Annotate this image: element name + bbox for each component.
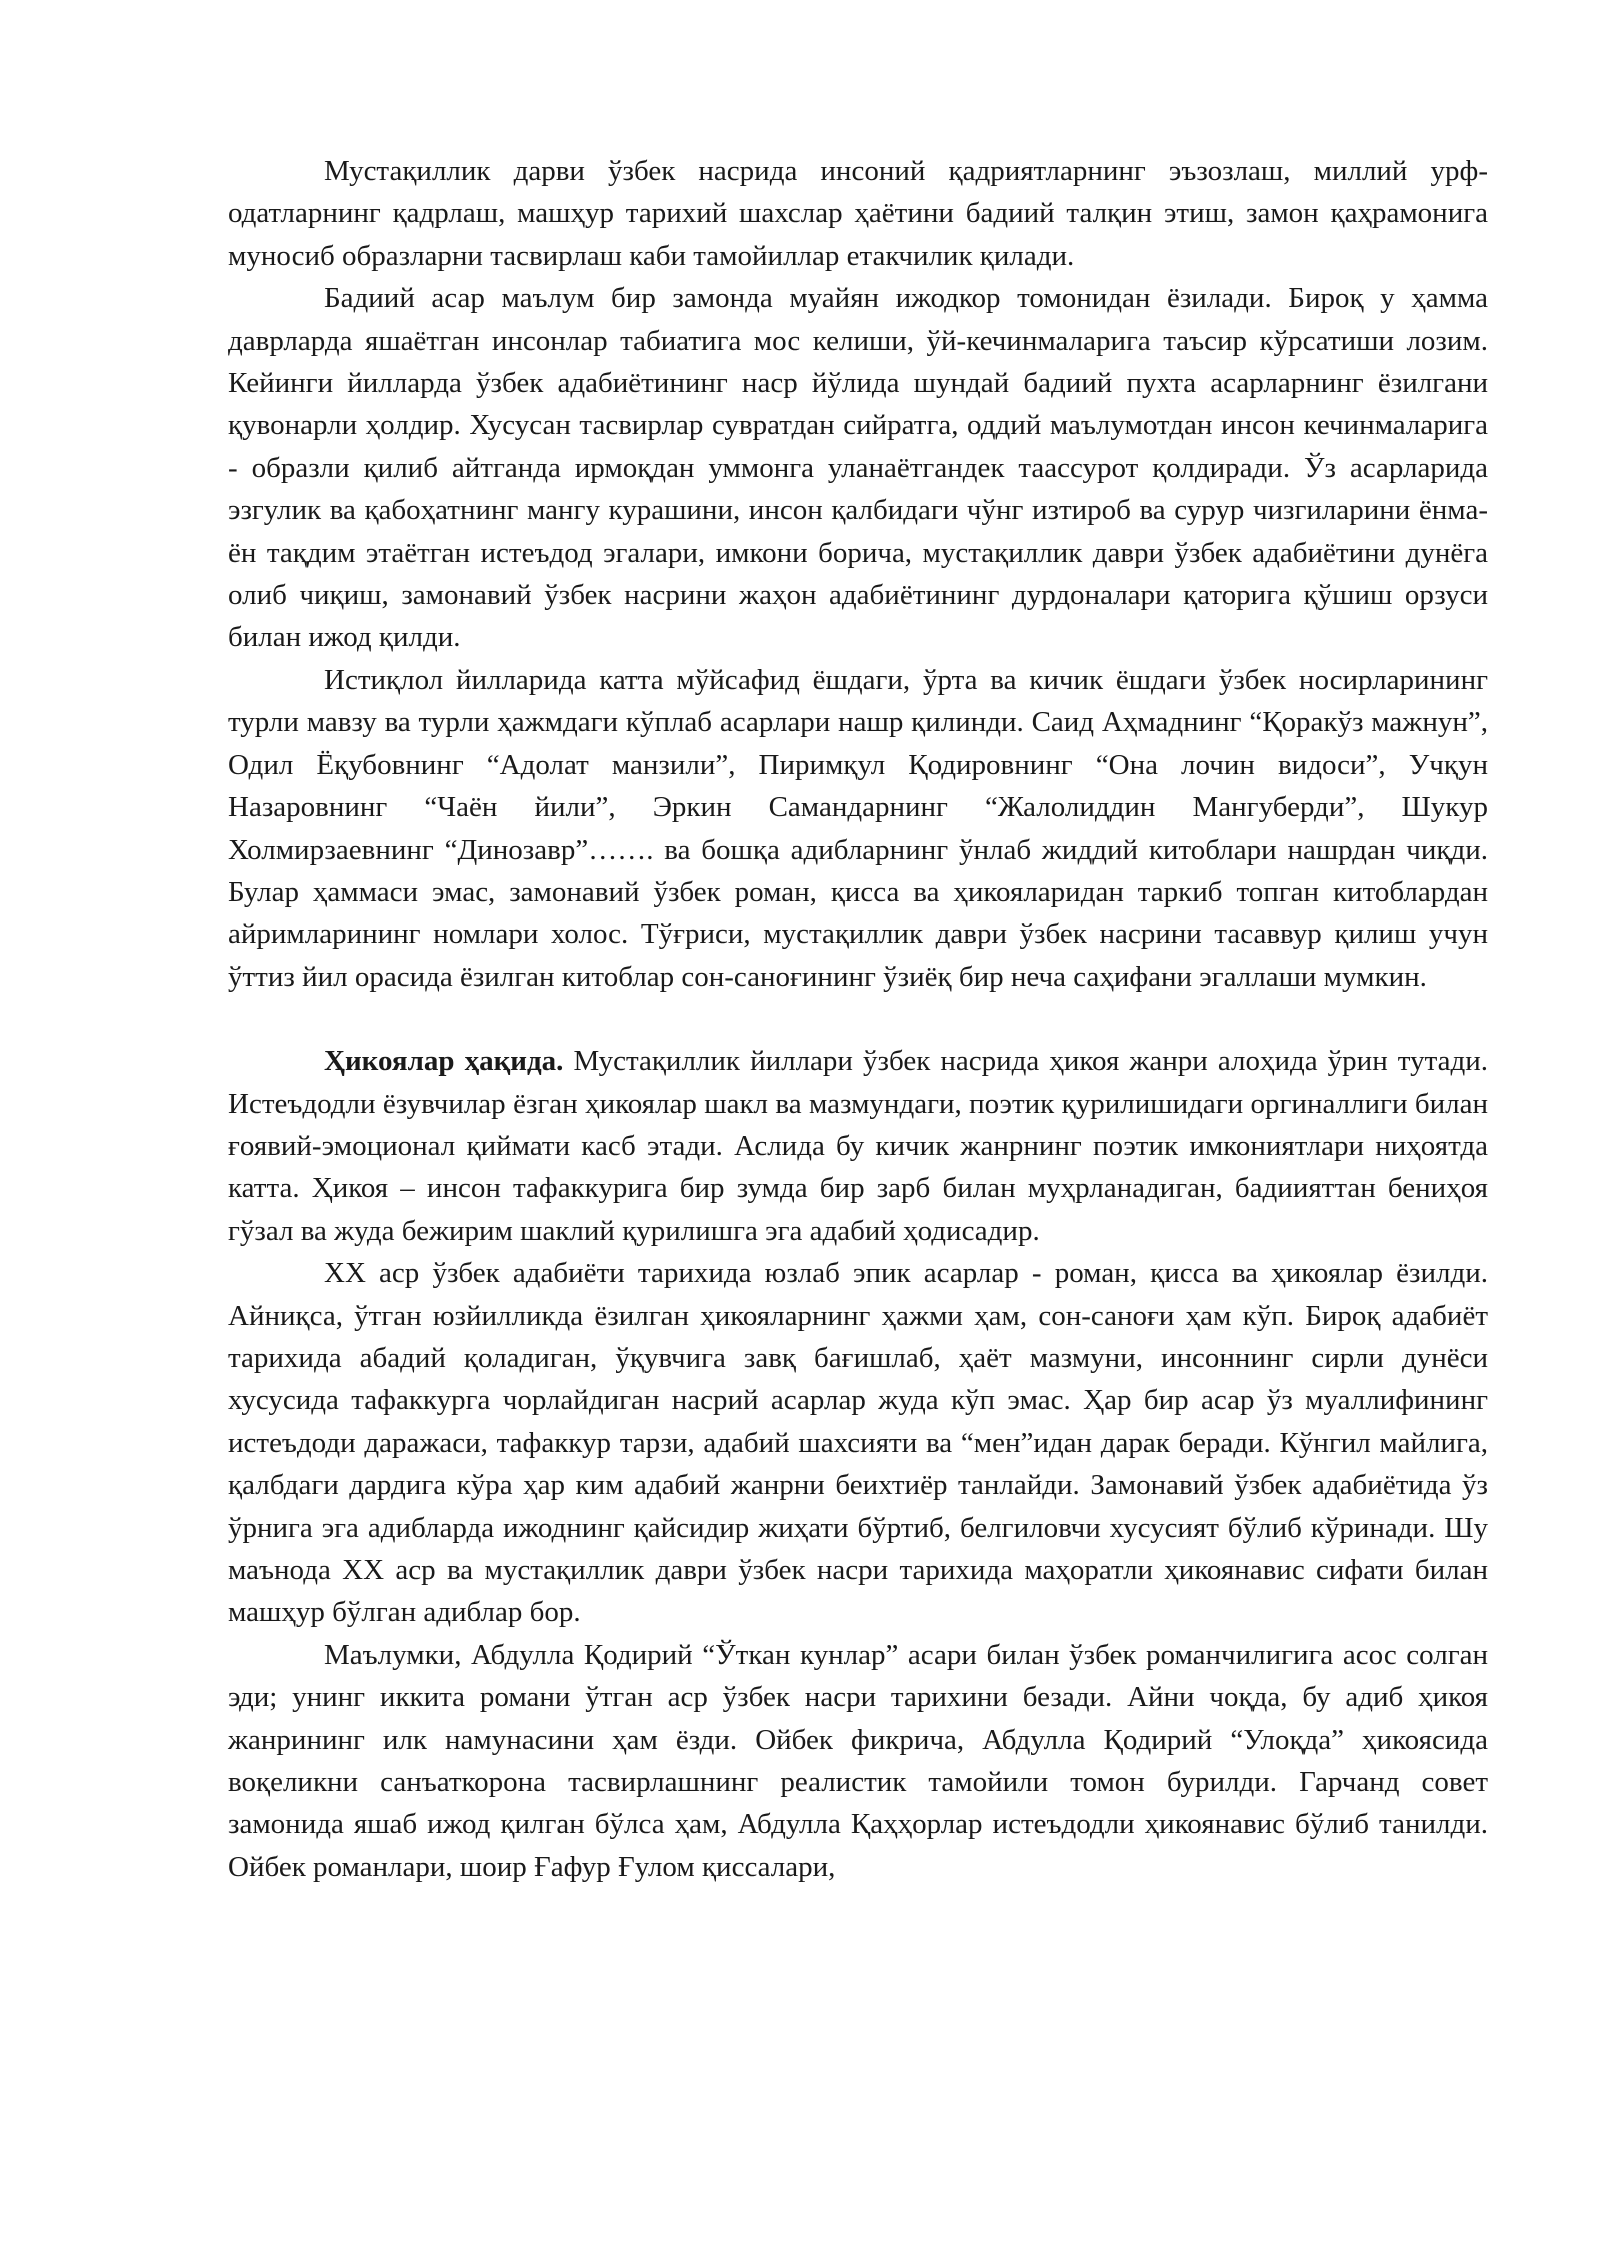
paragraph-intro: Мустақиллик дарви ўзбек насрида инсоний қадриятларнинг эъзозлаш, миллий урф-одатларнинг қадрлаш, машҳур тарихий шахслар ҳаётини бадиий талқин этиш, замон қаҳрамонига муносиб образларни тасвирлаш каби тамойиллар етакчилик қилади. bbox=[228, 155, 1488, 272]
document-page bbox=[228, 150, 1488, 1888]
paragraph-twentieth-century: ХХ аср ўзбек адабиёти тарихида юзлаб эпик асарлар - роман, қисса ва ҳикоялар ёзилди. Айниқса, ўтган юзйилликда ёзилган ҳикояларнинг ҳажми ҳам, сон-саноғи ҳам кўп. Бироқ адабиёт тарихида абадий қоладиган, ўқувчига завқ бағишлаб, ҳаёт мазмуни, инсоннинг сирли дунёси хусусида тафаккурга чорлайдиган насрий асарлар жуда кўп эмас. Ҳар бир асар ўз муаллифининг истеъдоди даражаси, тафаккур тарзи, адабий шахсияти ва “мен”идан дарак беради. Кўнгил майлига, қалбдаги дардига кўра ҳар ким адабий жанрни беихтиёр танлайди. Замонавий ўзбек адабиётида ўз ўрнига эга адибларда ижоднинг қайсидир жиҳати бўртиб, белгиловчи хусусият бўлиб кўринади. Шу маънода ХХ аср ва мустақиллик даври ўзбек насри тарихида маҳоратли ҳикоянавис сифати билан машҳур бўлган адиблар бор. bbox=[228, 1257, 1488, 1629]
paragraph-spacer bbox=[228, 998, 1488, 1040]
paragraph-stories bbox=[228, 1040, 1488, 1252]
paragraph-stories-body: Мустақиллик йиллари ўзбек насрида ҳикоя жанри алоҳида ўрин тутади. Истеъдодли ёзувчилар ёзган ҳикоялар шакл ва мазмундаги, поэтик қурилишидаги оргиналлиги билан ғоявий-эмоционал қиймати касб этади. Аслида бу кичик жанрнинг поэтик имкониятлари ниҳоятда катта. Ҳикоя – инсон тафаккурига бир зумда бир зарб билан муҳрланадиган, бадиияттан бениҳоя гўзал ва жуда бежирим шаклий қурилишга эга адабий ҳодисадир. bbox=[228, 1045, 1489, 1247]
section-heading-stories: Ҳикоялар ҳақида. bbox=[324, 1045, 564, 1078]
paragraph-qodiriy: Маълумки, Абдулла Қодирий “Ўткан кунлар” асари билан ўзбек романчилигига асос солган эди; унинг иккита романи ўтган аср ўзбек насри тарихини безади. Айни чоқда, бу адиб ҳикоя жанрининг илк намунасини ҳам ёзди. Ойбек фикрича, Абдулла Қодирий “Улоқда” ҳикоясида воқеликни санъаткорона тасвирлашнинг реалистик тамойили томон бурилди. Гарчанд совет замонида яшаб ижод қилган бўлса ҳам, Абдулла Қаҳҳорлар истеъдодли ҳикоянавис бўлиб танилди. Ойбек романлари, шоир Ғафур Ғулом қиссалари, bbox=[228, 1638, 1488, 1883]
paragraph-artistic-work: Бадиий асар маълум бир замонда муайян ижодкор томонидан ёзилади. Бироқ у ҳамма даврларда яшаётган инсонлар табиатига мос келиши, ўй-кечинмаларига таъсир кўрсатиши лозим. Кейинги йилларда ўзбек адабиётининг наср йўлида шундай бадиий пухта асарларнинг ёзилгани қувонарли ҳолдир. Хусусан тасвирлар сувратдан сийратга, оддий маълумотдан инсон кечинмаларига - образли қилиб айтганда ирмоқдан уммонга уланаётгандек таассурот қолдиради. Ўз асарларида эзгулик ва қабоҳатнинг мангу курашини, инсон қалбидаги чўнг изтироб ва сурур чизгиларини ёнма-ён тақдим этаётган истеъдод эгалари, имкони борича, мустақиллик даври ўзбек адабиётини дунёга олиб чиқиш, замонавий ўзбек насрини жаҳон адабиётининг дурдоналари қаторига қўшиш орзуси билан ижод қилди. bbox=[228, 282, 1488, 654]
paragraph-independence-years: Истиқлол йилларида катта мўйсафид ёшдаги, ўрта ва кичик ёшдаги ўзбек носирларининг турли мавзу ва турли ҳажмдаги кўплаб асарлари нашр қилинди. Саид Аҳмаднинг “Қоракўз мажнун”, Одил Ёқубовнинг “Адолат манзили”, Пиримқул Қодировнинг “Она лочин видоси”, Учқун Назаровнинг “Чаён йили”, Эркин Самандарнинг “Жалолиддин Мангуберди”, Шукур Холмирзаевнинг “Динозавр”……. ва бошқа адибларнинг ўнлаб жиддий китоблари нашрдан чиқди. Булар ҳаммаси эмас, замонавий ўзбек роман, қисса ва ҳикояларидан таркиб топган китоблардан айримларининг номлари холос. Тўғриси, мустақиллик даври ўзбек насрини тасаввур қилиш учун ўттиз йил орасида ёзилган китоблар сон-саноғининг ўзиёқ бир неча саҳифани эгаллаши мумкин. bbox=[228, 663, 1488, 993]
